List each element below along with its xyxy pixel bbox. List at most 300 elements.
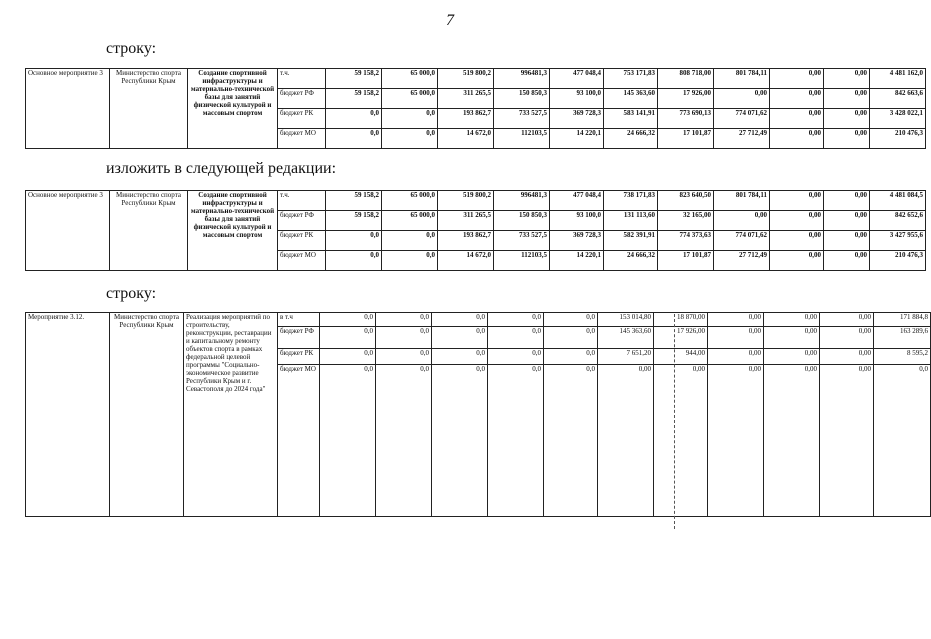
value-cell <box>658 191 714 211</box>
value-cell <box>824 231 870 251</box>
value-cell-text: 18 870,00 <box>677 313 705 321</box>
funding-source-cell <box>278 313 320 327</box>
measure-name-cell <box>26 69 110 149</box>
value-cell <box>544 327 598 349</box>
value-cell <box>550 211 604 231</box>
value-cell <box>770 231 824 251</box>
value-cell-text: 0,0 <box>370 129 379 137</box>
funding-source-cell <box>278 365 320 517</box>
value-cell-text: 0,00 <box>808 129 821 137</box>
value-cell <box>770 109 824 129</box>
value-cell-text: 311 265,5 <box>463 211 491 219</box>
value-cell-text: 0,00 <box>748 313 761 321</box>
measure-name-cell-text: Основное мероприятие 3 <box>28 191 103 199</box>
value-cell <box>714 251 770 271</box>
value-cell-text: 210 476,3 <box>895 129 923 137</box>
value-cell-text: 0,0 <box>420 349 429 357</box>
value-cell-text: 65 000,0 <box>410 191 435 199</box>
value-cell-text: 171 884,8 <box>900 313 928 321</box>
value-cell <box>770 191 824 211</box>
value-cell <box>488 365 544 517</box>
value-cell-text: 0,0 <box>532 327 541 335</box>
value-cell-text: 842 663,6 <box>895 89 923 97</box>
value-cell-text: 823 640,50 <box>679 191 711 199</box>
value-cell <box>604 231 658 251</box>
funding-source-cell <box>278 349 320 365</box>
value-cell <box>550 69 604 89</box>
value-cell <box>820 349 874 365</box>
value-cell-text: 0,00 <box>804 349 817 357</box>
value-cell <box>326 231 382 251</box>
value-cell <box>874 327 931 349</box>
value-cell <box>544 313 598 327</box>
value-cell <box>824 191 870 211</box>
value-cell <box>550 231 604 251</box>
value-cell <box>598 313 654 327</box>
value-cell <box>488 327 544 349</box>
value-cell-text: 0,00 <box>808 231 821 239</box>
value-cell-text: 0,00 <box>804 365 817 373</box>
value-cell-text: 163 289,6 <box>900 327 928 335</box>
value-cell-text: 0,00 <box>808 89 821 97</box>
value-cell-text: 0,00 <box>692 365 705 373</box>
value-cell <box>820 313 874 327</box>
value-cell <box>764 313 820 327</box>
funding-source-cell-text: бюджет МО <box>280 365 316 373</box>
value-cell <box>382 211 438 231</box>
executor-cell-text: Министерство спорта Республики Крым <box>116 191 181 208</box>
value-cell <box>494 89 550 109</box>
value-cell <box>376 365 432 517</box>
value-cell <box>382 231 438 251</box>
value-cell-text: 145 363,60 <box>623 89 655 97</box>
value-cell-text: 17 101,87 <box>683 251 711 259</box>
table-row <box>26 313 931 327</box>
value-cell-text: 0,00 <box>748 349 761 357</box>
value-cell <box>874 313 931 327</box>
description-cell <box>188 191 278 271</box>
value-cell-text: 193 862,7 <box>463 109 491 117</box>
value-cell <box>550 251 604 271</box>
value-cell-text: 0,0 <box>370 251 379 259</box>
value-cell-text: 193 862,7 <box>463 231 491 239</box>
table-row <box>26 191 926 211</box>
value-cell <box>494 231 550 251</box>
value-cell <box>870 109 926 129</box>
value-cell-text: 733 527,5 <box>519 231 547 239</box>
value-cell-text: 14 672,0 <box>466 251 491 259</box>
value-cell <box>870 89 926 109</box>
value-cell-text: 801 784,11 <box>735 69 767 77</box>
value-cell-text: 0,0 <box>532 349 541 357</box>
value-cell <box>382 89 438 109</box>
value-cell <box>326 89 382 109</box>
funding-source-cell-text: бюджет РК <box>280 109 314 117</box>
value-cell-text: 27 712,49 <box>739 251 767 259</box>
value-cell <box>820 327 874 349</box>
value-cell-text: 8 595,2 <box>907 349 928 357</box>
value-cell-text: 4 481 162,0 <box>889 69 923 77</box>
value-cell <box>654 349 708 365</box>
value-cell <box>714 211 770 231</box>
value-cell <box>824 129 870 149</box>
value-cell-text: 0,00 <box>854 69 867 77</box>
funding-source-cell-text: т.ч. <box>280 69 290 77</box>
value-cell-text: 112103,5 <box>521 251 547 259</box>
value-cell <box>438 89 494 109</box>
heading-new-edition: изложить в следующей редакции: <box>106 160 337 177</box>
value-cell-text: 17 926,00 <box>677 327 705 335</box>
value-cell <box>326 251 382 271</box>
value-cell <box>770 211 824 231</box>
value-cell-text: 0,0 <box>586 327 595 335</box>
value-cell <box>598 327 654 349</box>
value-cell-text: 93 100,0 <box>576 89 601 97</box>
value-cell <box>494 211 550 231</box>
value-cell-text: 17 101,87 <box>683 129 711 137</box>
table-row <box>26 69 926 89</box>
value-cell-text: 774 071,62 <box>735 109 767 117</box>
value-cell <box>658 129 714 149</box>
value-cell <box>658 251 714 271</box>
value-cell-text: 65 000,0 <box>410 89 435 97</box>
value-cell-text: 65 000,0 <box>410 211 435 219</box>
value-cell-text: 582 391,91 <box>623 231 655 239</box>
value-cell <box>438 69 494 89</box>
description-cell-text: Создание спортивной инфраструктуры и материально-технической базы для занятий физической культурой и массовым спортом <box>190 191 275 240</box>
value-cell <box>708 313 764 327</box>
funding-source-cell-text: бюджет РК <box>280 349 314 357</box>
heading-stroku-2: строку: <box>106 285 157 302</box>
value-cell <box>604 109 658 129</box>
value-cell <box>550 109 604 129</box>
value-cell-text: 0,0 <box>476 327 485 335</box>
funding-source-cell <box>278 109 326 129</box>
measure-name-cell-text: Основное мероприятие 3 <box>28 69 103 77</box>
value-cell <box>382 109 438 129</box>
value-cell-text: 519 800,2 <box>463 191 491 199</box>
value-cell-text: 0,00 <box>808 251 821 259</box>
value-cell-text: 210 476,3 <box>895 251 923 259</box>
value-cell <box>544 365 598 517</box>
value-cell-text: 0,00 <box>858 365 871 373</box>
funding-source-cell <box>278 231 326 251</box>
value-cell <box>598 349 654 365</box>
value-cell-text: 59 158,2 <box>354 89 379 97</box>
value-cell <box>870 211 926 231</box>
handwritten-mark-line <box>674 314 675 529</box>
value-cell <box>708 327 764 349</box>
value-cell <box>604 69 658 89</box>
value-cell <box>604 211 658 231</box>
value-cell-text: 0,0 <box>364 365 373 373</box>
value-cell <box>382 251 438 271</box>
value-cell-text: 0,00 <box>854 231 867 239</box>
value-cell-text: 17 926,00 <box>683 89 711 97</box>
value-cell <box>320 327 376 349</box>
value-cell-text: 0,0 <box>420 327 429 335</box>
funding-source-cell-text: бюджет РК <box>280 231 314 239</box>
value-cell-text: 112103,5 <box>521 129 547 137</box>
value-cell-text: 0,0 <box>426 109 435 117</box>
value-cell <box>604 251 658 271</box>
value-cell <box>658 211 714 231</box>
value-cell-text: 0,00 <box>804 313 817 321</box>
value-cell-text: 0,0 <box>370 109 379 117</box>
value-cell-text: 14 220,1 <box>576 129 601 137</box>
value-cell <box>550 89 604 109</box>
value-cell-text: 0,00 <box>854 251 867 259</box>
funding-source-cell-text: т.ч. <box>280 191 290 199</box>
funding-source-cell-text: бюджет МО <box>280 129 316 137</box>
value-cell <box>488 349 544 365</box>
value-cell-text: 0,0 <box>476 313 485 321</box>
value-cell-text: 753 171,83 <box>623 69 655 77</box>
value-cell-text: 583 141,91 <box>623 109 655 117</box>
value-cell-text: 0,0 <box>476 349 485 357</box>
value-cell <box>550 129 604 149</box>
value-cell-text: 0,00 <box>854 89 867 97</box>
value-cell <box>824 251 870 271</box>
value-cell-text: 131 113,60 <box>623 211 655 219</box>
value-cell <box>824 211 870 231</box>
value-cell-text: 311 265,5 <box>463 89 491 97</box>
value-cell <box>820 365 874 517</box>
value-cell <box>714 109 770 129</box>
value-cell-text: 996481,3 <box>520 69 547 77</box>
value-cell-text: 0,00 <box>854 109 867 117</box>
value-cell-text: 944,00 <box>685 349 705 357</box>
value-cell-text: 0,00 <box>808 69 821 77</box>
description-cell-text: Реализация мероприятий по строительству, реконструкции, реставрации и капитальному ремонту объектов спорта в рамках федеральной целевой программы "Социально-экономическое развитие Республики Крым и г. Севастополя до 2024 года" <box>186 313 272 394</box>
value-cell-text: 0,00 <box>858 313 871 321</box>
value-cell-text: 477 048,4 <box>573 69 601 77</box>
funding-source-cell <box>278 191 326 211</box>
value-cell <box>438 211 494 231</box>
value-cell-text: 801 784,11 <box>735 191 767 199</box>
value-cell <box>376 313 432 327</box>
value-cell-text: 369 728,3 <box>573 109 601 117</box>
value-cell <box>658 231 714 251</box>
value-cell <box>770 69 824 89</box>
value-cell-text: 145 363,60 <box>619 327 651 335</box>
value-cell <box>604 89 658 109</box>
value-cell-text: 0,0 <box>364 313 373 321</box>
funding-source-cell <box>278 69 326 89</box>
value-cell-text: 0,00 <box>804 327 817 335</box>
value-cell <box>870 69 926 89</box>
value-cell <box>770 129 824 149</box>
value-cell <box>494 191 550 211</box>
value-cell-text: 0,0 <box>586 365 595 373</box>
value-cell-text: 0,0 <box>426 129 435 137</box>
value-cell <box>764 327 820 349</box>
value-cell-text: 93 100,0 <box>576 211 601 219</box>
value-cell <box>320 365 376 517</box>
value-cell <box>432 313 488 327</box>
value-cell <box>488 313 544 327</box>
value-cell-text: 24 666,32 <box>627 251 655 259</box>
value-cell-text: 24 666,32 <box>627 129 655 137</box>
executor-cell-text: Министерство спорта Республики Крым <box>116 69 181 86</box>
page-number: 7 <box>446 12 454 29</box>
value-cell-text: 0,0 <box>919 365 928 373</box>
description-cell <box>188 69 278 149</box>
funding-source-cell <box>278 251 326 271</box>
value-cell <box>604 129 658 149</box>
value-cell <box>320 313 376 327</box>
funding-source-cell-text: бюджет МО <box>280 251 316 259</box>
value-cell-text: 0,0 <box>586 349 595 357</box>
value-cell-text: 0,0 <box>370 231 379 239</box>
value-cell-text: 0,00 <box>638 365 651 373</box>
value-cell-text: 153 014,80 <box>619 313 651 321</box>
value-cell <box>382 69 438 89</box>
value-cell-text: 0,00 <box>808 211 821 219</box>
value-cell <box>438 231 494 251</box>
value-cell-text: 59 158,2 <box>354 69 379 77</box>
value-cell <box>874 349 931 365</box>
value-cell-text: 0,0 <box>364 349 373 357</box>
value-cell <box>870 129 926 149</box>
value-cell-text: 738 171,83 <box>623 191 655 199</box>
value-cell <box>438 109 494 129</box>
executor-cell <box>110 69 188 149</box>
value-cell-text: 0,00 <box>808 191 821 199</box>
executor-cell <box>110 191 188 271</box>
value-cell-text: 0,00 <box>858 349 871 357</box>
value-cell-text: 14 220,1 <box>576 251 601 259</box>
value-cell <box>494 69 550 89</box>
value-cell <box>438 191 494 211</box>
value-cell <box>824 109 870 129</box>
value-cell <box>770 251 824 271</box>
value-cell <box>764 365 820 517</box>
value-cell-text: 3 428 022,1 <box>889 109 923 117</box>
funding-source-cell <box>278 129 326 149</box>
value-cell-text: 0,0 <box>532 313 541 321</box>
value-cell-text: 0,0 <box>586 313 595 321</box>
value-cell <box>714 129 770 149</box>
value-cell <box>326 211 382 231</box>
value-cell <box>824 69 870 89</box>
value-cell-text: 0,0 <box>364 327 373 335</box>
executor-cell <box>110 313 184 517</box>
value-cell <box>550 191 604 211</box>
value-cell <box>870 231 926 251</box>
value-cell-text: 733 527,5 <box>519 109 547 117</box>
value-cell-text: 0,00 <box>854 211 867 219</box>
value-cell-text: 0,00 <box>748 365 761 373</box>
heading-stroku-1: строку: <box>106 40 157 57</box>
value-cell-text: 774 373,63 <box>679 231 711 239</box>
value-cell <box>494 251 550 271</box>
value-cell-text: 65 000,0 <box>410 69 435 77</box>
description-cell <box>184 313 278 517</box>
value-cell-text: 59 158,2 <box>354 211 379 219</box>
value-cell-text: 808 718,00 <box>679 69 711 77</box>
value-cell <box>708 349 764 365</box>
value-cell-text: 0,00 <box>858 327 871 335</box>
value-cell-text: 59 158,2 <box>354 191 379 199</box>
value-cell-text: 477 048,4 <box>573 191 601 199</box>
value-cell <box>824 89 870 109</box>
funding-source-cell-text: бюджет РФ <box>280 211 314 219</box>
funding-source-cell <box>278 89 326 109</box>
value-cell <box>438 251 494 271</box>
value-cell <box>432 349 488 365</box>
value-cell <box>770 89 824 109</box>
value-cell-text: 0,0 <box>420 365 429 373</box>
value-cell-text: 0,00 <box>754 211 767 219</box>
measure-name-cell <box>26 313 110 517</box>
value-cell <box>598 365 654 517</box>
value-cell <box>714 89 770 109</box>
value-cell <box>658 109 714 129</box>
value-cell-text: 150 850,3 <box>519 89 547 97</box>
value-cell-text: 150 850,3 <box>519 211 547 219</box>
value-cell-text: 774 071,62 <box>735 231 767 239</box>
value-cell <box>544 349 598 365</box>
value-cell-text: 0,00 <box>854 191 867 199</box>
value-cell <box>326 109 382 129</box>
value-cell <box>320 349 376 365</box>
funding-source-cell-text: бюджет РФ <box>280 89 314 97</box>
value-cell-text: 773 690,13 <box>679 109 711 117</box>
value-cell-text: 519 800,2 <box>463 69 491 77</box>
table-old-row <box>25 68 926 149</box>
table-measure-3-12 <box>25 312 931 517</box>
value-cell <box>654 327 708 349</box>
value-cell <box>376 349 432 365</box>
value-cell-text: 0,0 <box>476 365 485 373</box>
value-cell <box>714 69 770 89</box>
value-cell-text: 0,0 <box>426 231 435 239</box>
value-cell <box>382 191 438 211</box>
table-new-row <box>25 190 926 271</box>
value-cell-text: 32 165,00 <box>683 211 711 219</box>
funding-source-cell-text: в т.ч <box>280 313 293 321</box>
value-cell-text: 996481,3 <box>520 191 547 199</box>
value-cell-text: 27 712,49 <box>739 129 767 137</box>
value-cell <box>714 231 770 251</box>
value-cell <box>658 69 714 89</box>
value-cell-text: 0,0 <box>532 365 541 373</box>
value-cell <box>382 129 438 149</box>
value-cell-text: 0,00 <box>854 129 867 137</box>
value-cell <box>764 349 820 365</box>
executor-cell-text: Министерство спорта Республики Крым <box>114 313 179 330</box>
value-cell-text: 14 672,0 <box>466 129 491 137</box>
value-cell <box>714 191 770 211</box>
description-cell-text: Создание спортивной инфраструктуры и материально-технической базы для занятий физической культурой и массовым спортом <box>190 69 275 118</box>
value-cell <box>654 365 708 517</box>
measure-name-cell-text: Мероприятие 3.12. <box>28 313 85 321</box>
value-cell <box>432 327 488 349</box>
value-cell <box>494 129 550 149</box>
value-cell-text: 0,00 <box>808 109 821 117</box>
measure-name-cell <box>26 191 110 271</box>
value-cell-text: 7 651,20 <box>626 349 651 357</box>
value-cell-text: 369 728,3 <box>573 231 601 239</box>
value-cell-text: 3 427 955,6 <box>889 231 923 239</box>
value-cell <box>874 365 931 517</box>
value-cell-text: 4 481 084,5 <box>889 191 923 199</box>
value-cell <box>326 69 382 89</box>
value-cell <box>708 365 764 517</box>
value-cell <box>658 89 714 109</box>
value-cell <box>326 191 382 211</box>
